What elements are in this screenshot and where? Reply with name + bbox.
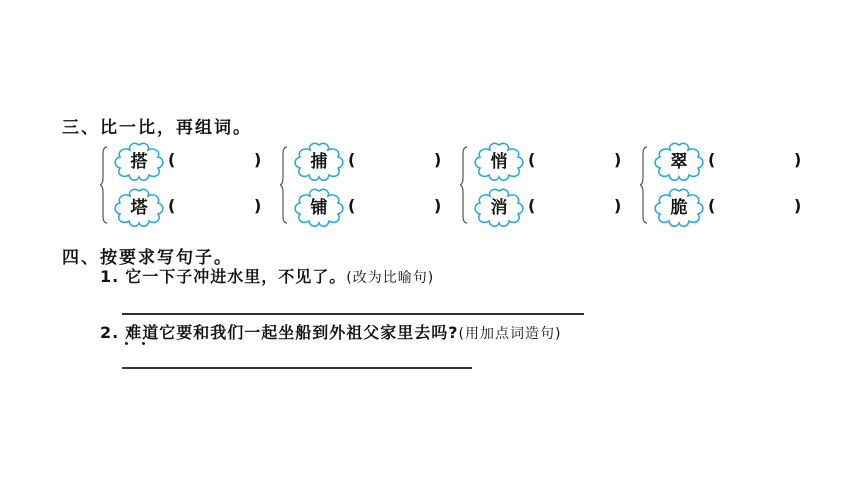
character: 捕: [310, 152, 328, 172]
section3-heading: 三、比一比，再组词。: [62, 118, 252, 138]
char-item-top: [292, 142, 452, 182]
character: 悄: [490, 152, 508, 172]
question-hint: (用加点词造句): [458, 326, 562, 342]
char-item-top: [472, 142, 632, 182]
question-text: 它一下子冲进水里，不见了。: [125, 267, 347, 286]
paren-open: (: [708, 196, 716, 215]
char-item-bottom: [112, 188, 272, 228]
character: 脆: [670, 198, 688, 218]
character: 搭: [130, 152, 148, 172]
character: 翠: [670, 152, 688, 172]
emphasis-dot: [125, 342, 128, 345]
char-item-top: [112, 142, 272, 182]
char-item-bottom: [472, 188, 632, 228]
char-pair-group-1: [100, 142, 270, 232]
paren-close: ): [614, 150, 622, 169]
answer-blank[interactable]: [182, 194, 252, 222]
paren-open: (: [348, 196, 356, 215]
paren-open: (: [528, 150, 536, 169]
character: 消: [490, 198, 508, 218]
answer-blank[interactable]: [362, 148, 432, 176]
paren-close: ): [614, 196, 622, 215]
paren-open: (: [708, 150, 716, 169]
brace-icon: [460, 146, 468, 224]
paren-close: ): [434, 196, 442, 215]
answer-blank[interactable]: [722, 194, 792, 222]
paren-open: (: [528, 196, 536, 215]
paren-open: (: [348, 150, 356, 169]
brace-icon: [100, 146, 108, 224]
char-item-bottom: [652, 188, 812, 228]
paren-close: ): [794, 150, 802, 169]
char-pair-group-3: [460, 142, 630, 232]
char-pair-group-4: [640, 142, 810, 232]
answer-line-1[interactable]: [122, 313, 584, 315]
char-item-bottom: [292, 188, 452, 228]
brace-icon: [640, 146, 648, 224]
emphasis-dot: [142, 342, 145, 345]
section4-heading: 四、按要求写句子。: [62, 248, 233, 268]
character: 铺: [310, 198, 328, 218]
question-1: [100, 264, 434, 287]
question-text: 难道它要和我们一起坐船到外祖父家里去吗?: [125, 323, 459, 342]
question-hint: (改为比喻句): [346, 270, 435, 286]
question-number: 1.: [100, 267, 120, 286]
char-item-top: [652, 142, 812, 182]
answer-blank[interactable]: [722, 148, 792, 176]
answer-blank[interactable]: [542, 194, 612, 222]
answer-blank[interactable]: [182, 148, 252, 176]
paren-open: (: [168, 150, 176, 169]
answer-line-2[interactable]: [122, 367, 472, 369]
question-2: [100, 320, 561, 343]
paren-close: ): [254, 196, 262, 215]
brace-icon: [280, 146, 288, 224]
answer-blank[interactable]: [362, 194, 432, 222]
char-pair-group-2: [280, 142, 450, 232]
paren-close: ): [254, 150, 262, 169]
paren-close: ): [434, 150, 442, 169]
question-number: 2.: [100, 323, 120, 342]
paren-close: ): [794, 196, 802, 215]
answer-blank[interactable]: [542, 148, 612, 176]
paren-open: (: [168, 196, 176, 215]
character: 塔: [130, 198, 148, 218]
